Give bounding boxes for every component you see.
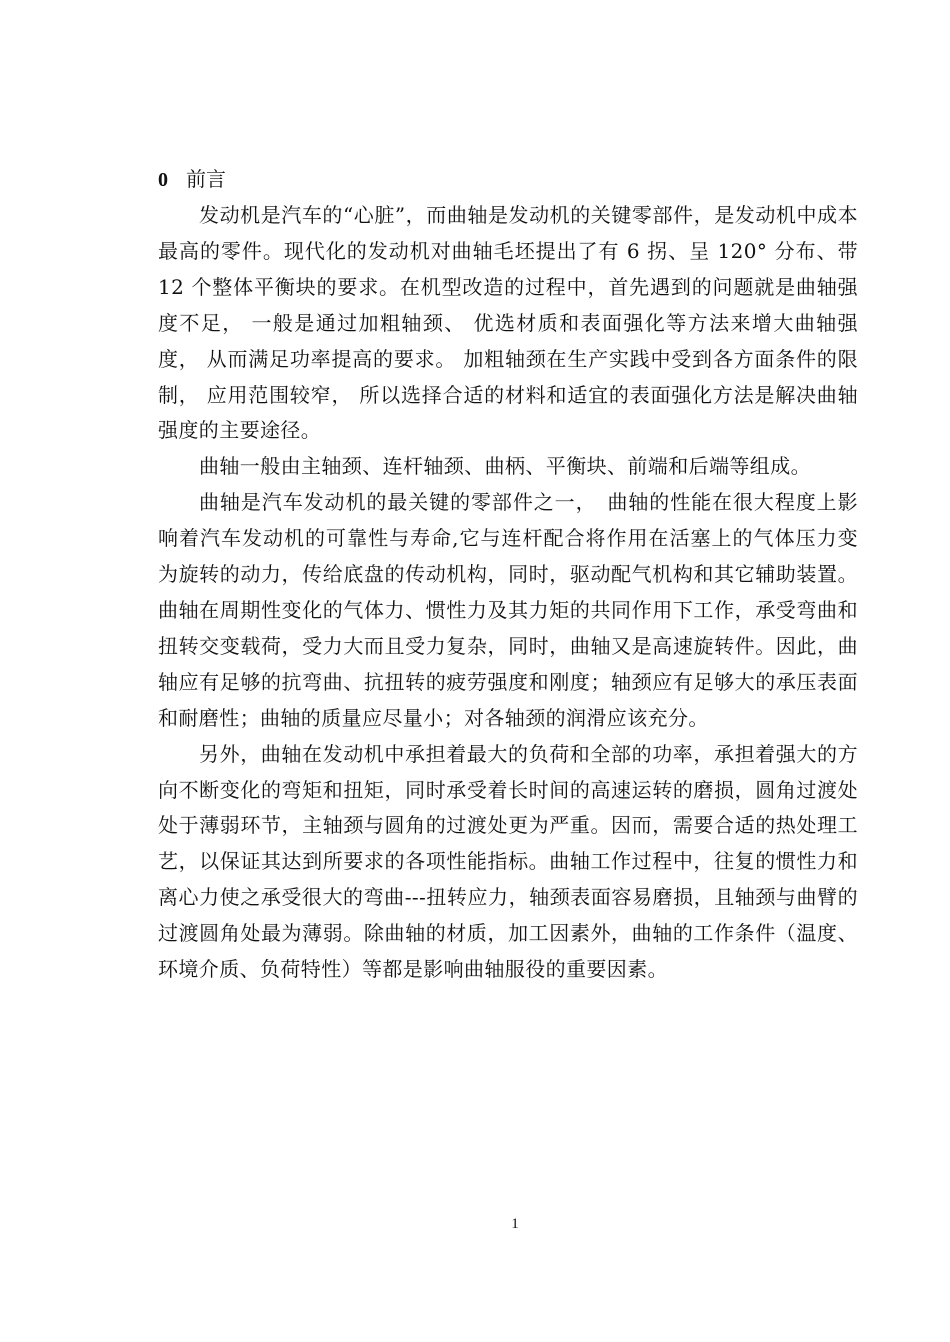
paragraph-intro: 发动机是汽车的“心脏”，而曲轴是发动机的关键零部件，是发动机中成本最高的零件。现代化的发动机对曲轴毛坯提出了有 6 拐、呈 120° 分布、带 12 个整体平衡块的要求。在机型改造的过程中，首先遇到的问题就是曲轴强度不足， 一般是通过加粗轴颈、 优选材质和表面强化等方法来增大曲轴强度， 从而满足功率提高的要求。 加粗轴颈在生产实践中受到各方面条件的限制， 应用范围较窄， 所以选择合适的材料和适宜的表面强化方法是解决曲轴强度的主要途径。 (158, 203, 858, 443)
paragraph-function: 曲轴是汽车发动机的最关键的零部件之一， 曲轴的性能在很大程度上影响着汽车发动机的可靠性与寿命,它与连杆配合将作用在活塞上的气体压力变为旋转的动力，传给底盘的传动机构，同时，驱动配气机构和其它辅助装置。曲轴在周期性变化的气体力、惯性力及其力矩的共同作用下工作，承受弯曲和扭转交变载荷，受力大而且受力复杂，同时，曲轴又是高速旋转件。因此，曲轴应有足够的抗弯曲、抗扭转的疲劳强度和刚度；轴颈应有足够大的承压表面和耐磨性；曲轴的质量应尽量小；对各轴颈的润滑应该充分。 (158, 490, 858, 730)
paragraph-conditions: 另外，曲轴在发动机中承担着最大的负荷和全部的功率，承担着强大的方向不断变化的弯矩和扭矩，同时承受着长时间的高速运转的磨损，圆角过渡处处于薄弱环节，主轴颈与圆角的过渡处更为严重。因而，需要合适的热处理工艺，以保证其达到所要求的各项性能指标。曲轴工作过程中，往复的惯性力和离心力使之承受很大的弯曲---扭转应力，轴颈表面容易磨损，且轴颈与曲臂的过渡圆角处最为薄弱。除曲轴的材质，加工因素外，曲轴的工作条件（温度、环境介质、负荷特性）等都是影响曲轴服役的重要因素。 (158, 741, 858, 982)
body-text (158, 198, 858, 988)
section-number: 0 (158, 169, 168, 191)
section-title: 前言 (186, 167, 226, 191)
section-heading (158, 164, 226, 195)
page-number: 1 (511, 1216, 519, 1232)
paragraph-composition: 曲轴一般由主轴颈、连杆轴颈、曲柄、平衡块、前端和后端等组成。 (199, 454, 811, 479)
